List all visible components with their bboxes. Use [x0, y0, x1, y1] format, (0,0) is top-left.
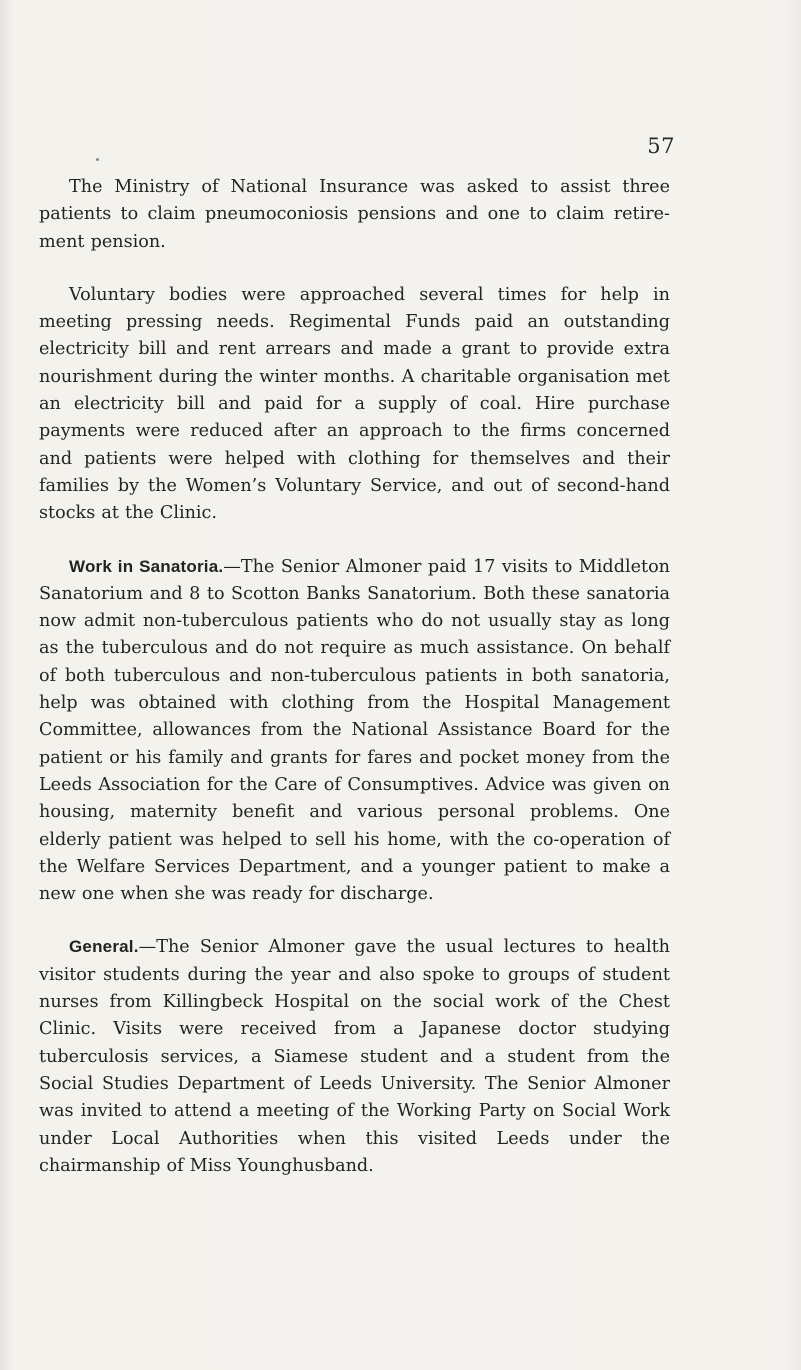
body-text — [39, 174, 670, 1180]
section-heading: Work in Sanatoria. — [69, 556, 224, 576]
page-number: 57 — [647, 134, 675, 158]
paragraph-work-in-sanatoria — [39, 553, 670, 909]
paragraph-text: Voluntary bodies were approached several times for help in meeting pressing needs. Regimental Funds paid an outstanding electricity bill and rent arrears and made a grant to provide extra nourishment during the winter months. A charitable organisation met an electricity bill and paid for a supply of coal. Hire purchase payments were reduced after an approach to the firms concerned and patients were helped with clothing for themselves and their families by the Women’s Voluntary Service, and out of second-hand stocks at the Clinic. — [39, 284, 670, 524]
section-heading: General. — [69, 937, 139, 957]
paragraph-text: —The Senior Almoner gave the usual lectures to health visitor students during the year and also spoke to groups of student nurses from Killingbeck Hospital on the social work of the Chest Clinic. Visits were received from a Japanese doctor studying tuberculosis services, a Siamese student and a student from the Social Studies Department of Leeds University. The Senior Almoner was invited to attend a meeting of the Working Party on Social Work under Local Authorities when this visited Leeds under the chairmanship of Miss Younghusband. — [39, 937, 670, 1176]
paragraph-text: —The Senior Almoner paid 17 visits to Middleton Sanatorium and 8 to Scotton Banks Sanatorium. Both these sanatoria now admit non-tuberculous patients who do not usually stay as long as the tuberculous and do not require as much assistance. On behalf of both tuberculous and non-tuberculous patients in both sanatoria, help was obtained with clothing from the Hospital Management Committee, allowances from the National Assistance Board for the patient or his family and grants for fares and pocket money from the Leeds Association for the Care of Consumptives. Advice was given on housing, maternity benefit and various personal problems. One elderly patient was helped to sell his home, with the co-operation of the Welfare Services Department, and a younger patient to make a new one when she was ready for discharge. — [39, 556, 670, 905]
paragraph-general — [39, 933, 670, 1180]
paragraph-national-insurance — [39, 174, 670, 256]
paragraph-voluntary-bodies — [39, 282, 670, 528]
paragraph-text: The Ministry of National Insurance was asked to assist three patients to claim pneumoconiosis pensions and one to claim retirement pension. — [39, 177, 670, 252]
ink-speck — [96, 158, 99, 161]
